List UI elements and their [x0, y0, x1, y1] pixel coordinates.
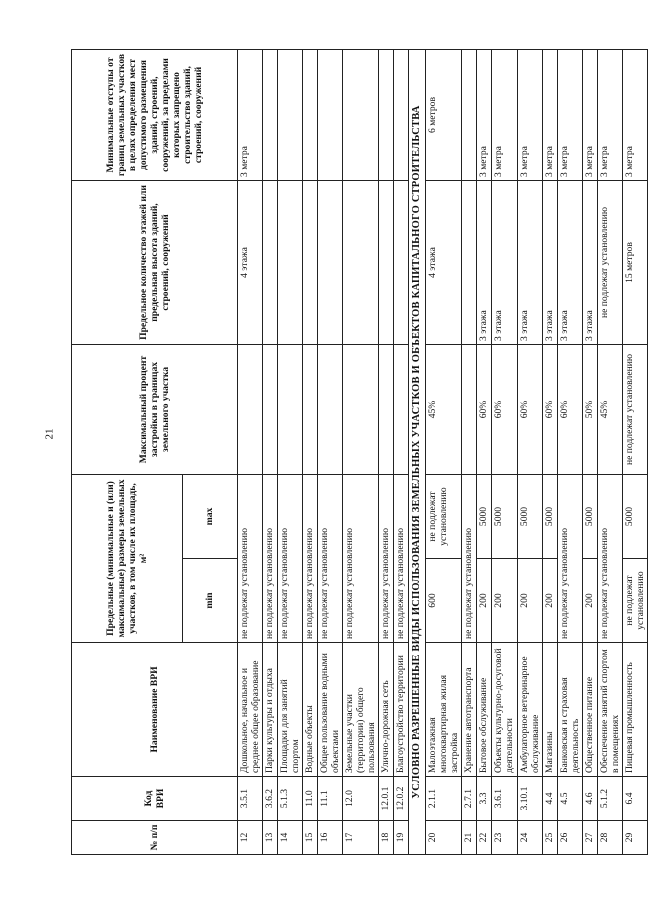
table-row — [582, 50, 597, 855]
row-number: 23 — [492, 821, 517, 855]
row-code: 5.1.2 — [597, 777, 622, 821]
table-row — [238, 50, 263, 855]
row-percent: 60% — [557, 345, 582, 475]
row-name: Общее пользование водными объектами — [318, 643, 343, 777]
row-percent: 60% — [542, 345, 557, 475]
row-name: Водные объекты — [303, 643, 318, 777]
table-row — [278, 50, 303, 855]
table-row — [426, 50, 462, 855]
row-code: 3.6.1 — [492, 777, 517, 821]
row-floors: 3 этажа — [492, 181, 517, 345]
row-offsets — [318, 50, 343, 181]
row-min: 200 — [517, 559, 542, 643]
row-max: 5000 — [492, 475, 517, 559]
row-code: 11.1 — [318, 777, 343, 821]
table-row — [492, 50, 517, 855]
row-name: Земельные участки (территории) общего пользования — [343, 643, 379, 777]
header-floors: Предельное количество этажей или предельная высота зданий, строений, сооружений — [72, 181, 238, 345]
row-name: Пищевая промышленность — [622, 643, 647, 777]
row-number: 26 — [557, 821, 582, 855]
row-max: 5000 — [622, 475, 647, 559]
row-max: не подлежат установлению — [426, 475, 462, 559]
row-percent — [303, 345, 318, 475]
row-percent — [394, 345, 409, 475]
row-min: 200 — [492, 559, 517, 643]
row-code: 3.10.1 — [517, 777, 542, 821]
row-code: 5.1.3 — [278, 777, 303, 821]
row-code: 3.3 — [477, 777, 492, 821]
row-number: 20 — [426, 821, 462, 855]
row-floors: 4 этажа — [426, 181, 462, 345]
row-offsets: 3 метра — [238, 50, 263, 181]
row-max: 5000 — [542, 475, 557, 559]
row-floors: 3 этажа — [557, 181, 582, 345]
row-offsets: 3 метра — [622, 50, 647, 181]
row-number: 14 — [278, 821, 303, 855]
row-name: Малоэтажная многоквартирная жилая застройка — [426, 643, 462, 777]
row-name: Амбулаторное ветеринарное обслуживание — [517, 643, 542, 777]
row-number: 29 — [622, 821, 647, 855]
row-floors: 3 этажа — [517, 181, 542, 345]
row-offsets: 3 метра — [517, 50, 542, 181]
row-percent — [238, 345, 263, 475]
row-percent — [379, 345, 394, 475]
header-offsets: Минимальные отступы от границ земельных участков в целях определения мест допустимого размещения зданий, строений, сооружений, за пределами которых запрещено строительство зданий, строений, сооружений — [72, 50, 238, 181]
row-size: не подлежат установлению — [597, 475, 622, 643]
row-number: 18 — [379, 821, 394, 855]
row-max: 5000 — [582, 475, 597, 559]
row-name: Банковская и страховая деятельность — [557, 643, 582, 777]
row-floors: 3 этажа — [582, 181, 597, 345]
row-number: 15 — [303, 821, 318, 855]
table-row — [597, 50, 622, 855]
row-code: 3.5.1 — [238, 777, 263, 821]
row-number: 22 — [477, 821, 492, 855]
row-name: Хранение автотранспорта — [462, 643, 477, 777]
row-floors — [462, 181, 477, 345]
row-name: Площадки для занятий спортом — [278, 643, 303, 777]
table-row — [462, 50, 477, 855]
row-name: Общественное питание — [582, 643, 597, 777]
row-size: не подлежат установлению — [238, 475, 263, 643]
row-name: Улично-дорожная сеть — [379, 643, 394, 777]
row-min: 600 — [426, 559, 462, 643]
row-floors — [343, 181, 379, 345]
row-percent: 60% — [517, 345, 542, 475]
table-row — [477, 50, 492, 855]
row-offsets — [263, 50, 278, 181]
table-row — [343, 50, 379, 855]
row-min: 200 — [477, 559, 492, 643]
table-row — [622, 50, 647, 855]
row-offsets: 3 метра — [557, 50, 582, 181]
row-floors: 15 метров — [622, 181, 647, 345]
row-number: 19 — [394, 821, 409, 855]
row-max: 5000 — [517, 475, 542, 559]
row-offsets: 3 метра — [582, 50, 597, 181]
row-code: 11.0 — [303, 777, 318, 821]
row-size: не подлежат установлению — [379, 475, 394, 643]
row-number: 17 — [343, 821, 379, 855]
header-max: max — [183, 475, 238, 559]
row-number: 25 — [542, 821, 557, 855]
row-name: Дошкольное, начальное и среднее общее образование — [238, 643, 263, 777]
row-floors — [379, 181, 394, 345]
row-percent — [343, 345, 379, 475]
row-code: 4.4 — [542, 777, 557, 821]
row-floors: 3 этажа — [477, 181, 492, 345]
row-max: 5000 — [477, 475, 492, 559]
row-offsets — [379, 50, 394, 181]
row-floors — [263, 181, 278, 345]
row-size: не подлежат установлению — [303, 475, 318, 643]
header-name: Наименование ВРИ — [72, 643, 238, 777]
table-row — [517, 50, 542, 855]
row-percent: 50% — [582, 345, 597, 475]
row-offsets — [303, 50, 318, 181]
row-code: 12.0 — [343, 777, 379, 821]
header-num: № п/п — [72, 821, 238, 855]
row-number: 21 — [462, 821, 477, 855]
row-number: 16 — [318, 821, 343, 855]
row-code: 2.7.1 — [462, 777, 477, 821]
row-offsets — [462, 50, 477, 181]
table-row — [263, 50, 278, 855]
row-size: не подлежат установлению — [343, 475, 379, 643]
row-size: не подлежат установлению — [557, 475, 582, 643]
header-min: min — [183, 559, 238, 643]
row-code: 12.0.1 — [379, 777, 394, 821]
row-name: Бытовое обслуживание — [477, 643, 492, 777]
section-title: УСЛОВНО РАЗРЕШЕННЫЕ ВИДЫ ИСПОЛЬЗОВАНИЯ ЗЕМЕЛЬНЫХ УЧАСТКОВ И ОБЪЕКТОВ КАПИТАЛЬНОГО СТРОИТЕЛЬСТВА — [409, 50, 426, 855]
row-code: 4.5 — [557, 777, 582, 821]
row-size: не подлежат установлению — [278, 475, 303, 643]
row-floors — [318, 181, 343, 345]
row-percent: 60% — [492, 345, 517, 475]
table-row — [318, 50, 343, 855]
zoning-table — [71, 49, 648, 855]
row-floors: не подлежат установлению — [597, 181, 622, 345]
row-offsets — [394, 50, 409, 181]
row-code: 6.4 — [622, 777, 647, 821]
header-percent: Максимальный процент застройки в границах земельного участка — [72, 345, 238, 475]
row-name: Парки культуры и отдыха — [263, 643, 278, 777]
page-number: 21 — [43, 428, 56, 440]
row-code: 4.6 — [582, 777, 597, 821]
table-row — [379, 50, 394, 855]
row-min: не подлежат установлению — [622, 559, 647, 643]
row-floors — [278, 181, 303, 345]
header-code: Код ВРИ — [72, 777, 238, 821]
table-row — [557, 50, 582, 855]
row-offsets: 3 метра — [597, 50, 622, 181]
header-size: Предельные (минимальные и (или) максимальные) размеры земельных участков, в том числе их площадь, м² — [72, 475, 183, 643]
row-offsets: 3 метра — [477, 50, 492, 181]
row-floors: 4 этажа — [238, 181, 263, 345]
row-number: 28 — [597, 821, 622, 855]
row-offsets: 3 метра — [542, 50, 557, 181]
table-row — [542, 50, 557, 855]
section-row — [409, 50, 426, 855]
row-percent — [278, 345, 303, 475]
row-min: 200 — [542, 559, 557, 643]
row-name: Магазины — [542, 643, 557, 777]
row-offsets: 6 метров — [426, 50, 462, 181]
row-offsets — [278, 50, 303, 181]
table-row — [394, 50, 409, 855]
row-offsets — [343, 50, 379, 181]
row-floors — [303, 181, 318, 345]
row-percent: 45% — [597, 345, 622, 475]
row-percent — [462, 345, 477, 475]
row-name: Обеспечение занятий спортом в помещениях — [597, 643, 622, 777]
row-number: 12 — [238, 821, 263, 855]
row-percent: 45% — [426, 345, 462, 475]
row-name: Благоустройство территории — [394, 643, 409, 777]
table-row — [303, 50, 318, 855]
row-size: не подлежат установлению — [263, 475, 278, 643]
row-code: 3.6.2 — [263, 777, 278, 821]
row-number: 24 — [517, 821, 542, 855]
row-percent: 60% — [477, 345, 492, 475]
row-size: не подлежат установлению — [394, 475, 409, 643]
row-percent: не подлежат установлению — [622, 345, 647, 475]
row-code: 12.0.2 — [394, 777, 409, 821]
document-table-rotated — [71, 50, 646, 855]
row-number: 27 — [582, 821, 597, 855]
row-code: 2.1.1 — [426, 777, 462, 821]
row-percent — [318, 345, 343, 475]
row-percent — [263, 345, 278, 475]
row-offsets: 3 метра — [492, 50, 517, 181]
row-floors — [394, 181, 409, 345]
row-size: не подлежат установлению — [318, 475, 343, 643]
row-number: 13 — [263, 821, 278, 855]
row-size: не подлежат установлению — [462, 475, 477, 643]
row-name: Объекты культурно-досуговой деятельности — [492, 643, 517, 777]
row-min: 200 — [582, 559, 597, 643]
row-floors: 3 этажа — [542, 181, 557, 345]
